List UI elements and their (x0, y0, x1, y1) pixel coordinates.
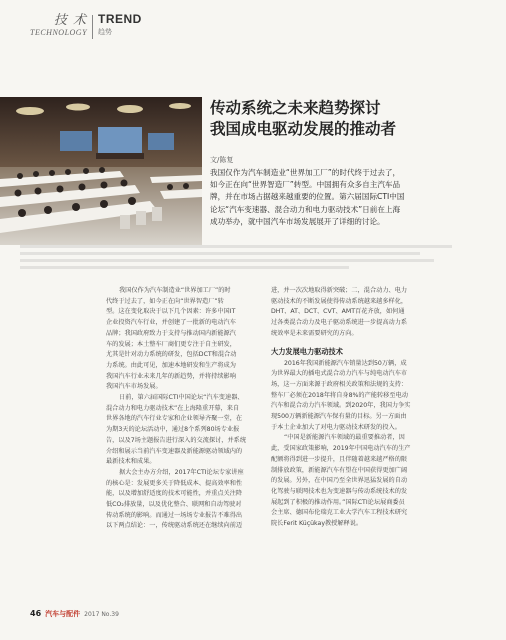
body-text-line: 品牌；我国政府致力于支持与推动国内新能源汽 (106, 329, 236, 337)
body-text-line: 化驾驶与联网技术也为变速器与传动系统技术的发 (271, 487, 408, 495)
body-text-line: 现500万辆新能源汽车保有量的目标。另一方面由 (271, 413, 407, 421)
body-text-line: DHT、AT、DCT、CVT、AMT百花齐放，如何通 (271, 308, 405, 316)
body-column-right (271, 286, 485, 530)
body-text-line: 我国汽车市场发展。 (106, 383, 162, 391)
title-line-2: 我国成电驱动发展的推动者 (210, 120, 397, 138)
body-text-line: 以下两点结论：一，传统驱动系统还在继续向前迈 (106, 522, 243, 530)
body-text-line: 2016年我国新能源汽车销量达到50万辆，成 (284, 359, 407, 367)
body-text-line: 传动系统的影响。而通过一场场专业报告不难得出 (106, 511, 243, 519)
body-text-line: 会主席、德国布伦瑞克工业大学汽车工程技术研究 (271, 509, 408, 517)
body-column-right-top (271, 286, 485, 340)
body-text-line: 统效率是未来需要研究的方向。 (271, 329, 358, 337)
body-text-line: 整车厂必须在2018年将自身8%的产能转移至电动 (271, 391, 408, 399)
page-number: 46 (30, 609, 42, 618)
body-text-line: 力系统。由此可见，加速本地研发和生产将成为 (106, 361, 236, 369)
body-text-line: 型。这在变化取决于以下几个因素：许多中国IT (106, 308, 236, 316)
body-text-line: 企业投资汽车行业，并创建了一批新的电动汽车 (106, 319, 236, 327)
body-text-line: 展起到了积极的推动作用。”国际CTI论坛展商委员 (271, 498, 405, 506)
body-text-line: 我国仅作为汽车制造业“世界加工厂”的时 (119, 287, 231, 294)
body-text-line: 尤其是针对动力系统的研发，包括DCT和混合动 (106, 351, 237, 359)
conference-photo (0, 97, 202, 245)
issue-number: 2017 No.39 (84, 611, 119, 618)
body-text-line: 能，以及增加舒适度的技术可能性，并重点关注降 (106, 490, 243, 498)
section-title-en-small: TECHNOLOGY (30, 28, 88, 37)
section-title-zh: 技 术 (53, 13, 88, 28)
conference-photo-illustration (0, 97, 202, 245)
body-text-line: 据大会主办方介绍，2017年CTI论坛专家讲座 (119, 468, 244, 476)
lede-line: 论坛“汽车变速器、混合动力和电力驱动技术”日前在上海 (210, 204, 401, 214)
body-text-line: 进，并一次次地取得新突破；二，混合动力、电力 (271, 287, 408, 294)
show-through-band (20, 245, 490, 277)
body-column-right-bottom (271, 359, 485, 530)
body-text-line: 配额将得到进一步提升，且伴随着越来越严格的限 (271, 455, 408, 463)
section-subheading: 大力发展电力驱动技术 (271, 346, 343, 356)
body-text-line: 制排放政策，新能源汽车有望在中国获得更加广阔 (271, 466, 408, 474)
lede-line: 牌，并在市场占据越来越重要的位置。第六届国际CTI中国 (210, 192, 405, 202)
body-text-line: 此，受国家政策影响，2019年中国电动汽车的生产 (271, 445, 411, 453)
body-text-line: 为世界最大的插电式混合动力汽车与纯电动汽车市 (271, 370, 408, 378)
magazine-name: 汽车与配件 (45, 610, 81, 618)
lede-line: 我国仅作为汽车制造业“世界加工厂”的时代终于过去了， (210, 168, 401, 177)
body-text-line: 我国汽车行业未来几年的新趋势，并将持续影响 (106, 372, 236, 380)
body-text-line: “中国是新能源汽车领域的最重要推动者，因 (284, 434, 405, 442)
body-text-line: 于本土企业加大了对电力驱动技术研发的投入。 (271, 423, 401, 431)
lede-line: 如今正在向“世界智造厂”转型。中国拥有众多自主汽车品 (210, 180, 401, 190)
article-lede (210, 167, 480, 228)
body-text-line: 的核心是：发展更多关于降低成本、提高效率和性 (106, 479, 243, 487)
body-text-line: 代终于过去了，如今正在向“世界智造厂”转 (106, 297, 224, 305)
header-divider (92, 15, 93, 39)
section-subtitle: 趋势 (98, 28, 113, 36)
body-text-line: 过各类混合动力及电子驱动系统进一步提高动力系 (271, 319, 408, 327)
body-text-line: 为期3天的论坛活动中，通过8个系列80场专业报 (106, 426, 240, 434)
body-text-line: 最新技术和成果。 (106, 458, 156, 466)
body-text-line: 日前，第六届国际CTI中国论坛“汽车变速器、 (119, 394, 244, 402)
body-column-left (106, 286, 270, 532)
body-text-line: 告，以及7场主题报告进行深入的交流探讨，并系统 (106, 436, 247, 444)
section-title-en: TREND (98, 12, 142, 26)
body-text-line: 院长Ferit Küçükay教授解释说。 (271, 520, 363, 528)
body-text-line: 的发展。另外，在中国乃至全世界迅猛发展的自动 (271, 477, 408, 485)
lede-line: 成功举办，就中国汽车市场发展展开了详细的讨论。 (210, 216, 385, 226)
section-label-group (30, 14, 87, 38)
author-byline: 文/陈复 (210, 156, 234, 164)
body-text-line: 介绍和展示当前汽车变速器及新能源驱动领域内的 (106, 447, 243, 455)
title-line-1: 传动系统之未来趋势探讨 (210, 99, 381, 117)
body-text-line: 场，这一方面来源于政府相关政策和法规的支持： (271, 380, 408, 388)
body-text-line: 混合动力和电力驱动技术”在上海隆重开幕，来自 (106, 404, 240, 412)
body-text-line: 世界各地的汽车行业专家和企业领导齐聚一堂，在 (106, 415, 243, 423)
body-text-line: 汽车和混合动力汽车领域。到2020年，我国力争实 (271, 402, 411, 410)
body-text-line: 车的发展；本土整车厂商们更专注于自主研发， (106, 340, 236, 348)
page-footer (30, 609, 119, 619)
body-text-line: 低CO₂排放量，以及优化整合、联网和自动驾驶对 (106, 501, 242, 509)
section-trend-group (98, 14, 142, 38)
article-title (210, 98, 480, 140)
body-text-line: 驱动技术的不断发展使得传动系统越来越多样化， (271, 297, 408, 305)
section-header (30, 14, 142, 39)
